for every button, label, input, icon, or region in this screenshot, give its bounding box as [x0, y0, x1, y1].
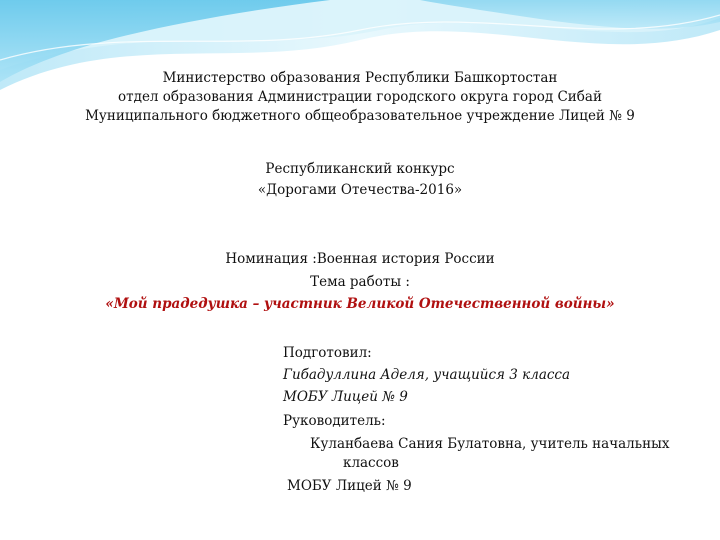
student-name: Гибадуллина Аделя, учащийся 3 класса: [283, 367, 571, 383]
supervisor-position-cont: классов: [343, 455, 399, 471]
work-title: «Мой прадедушка – участник Великой Отечественной войны»: [105, 296, 615, 312]
topic-label: Тема работы :: [310, 274, 410, 290]
contest-name: «Дорогами Отечества-2016»: [257, 182, 463, 198]
supervisor-school: МОБУ Лицей № 9: [287, 478, 412, 494]
department-line: отдел образования Администрации городского округа город Сибай: [118, 89, 602, 105]
supervisor-name: Куланбаева Сания Булатовна, учитель начальных: [310, 436, 670, 452]
ministry-line: Министерство образования Республики Башкортостан: [162, 70, 558, 86]
prepared-label: Подготовил:: [283, 345, 372, 361]
nomination: Номинация :Военная история России: [225, 251, 495, 267]
student-school: МОБУ Лицей № 9: [283, 389, 408, 405]
contest-type: Республиканский конкурс: [265, 161, 455, 177]
institution-line: Муниципального бюджетного общеобразовательное учреждение Лицей № 9: [85, 108, 635, 124]
supervisor-label: Руководитель:: [283, 413, 386, 429]
